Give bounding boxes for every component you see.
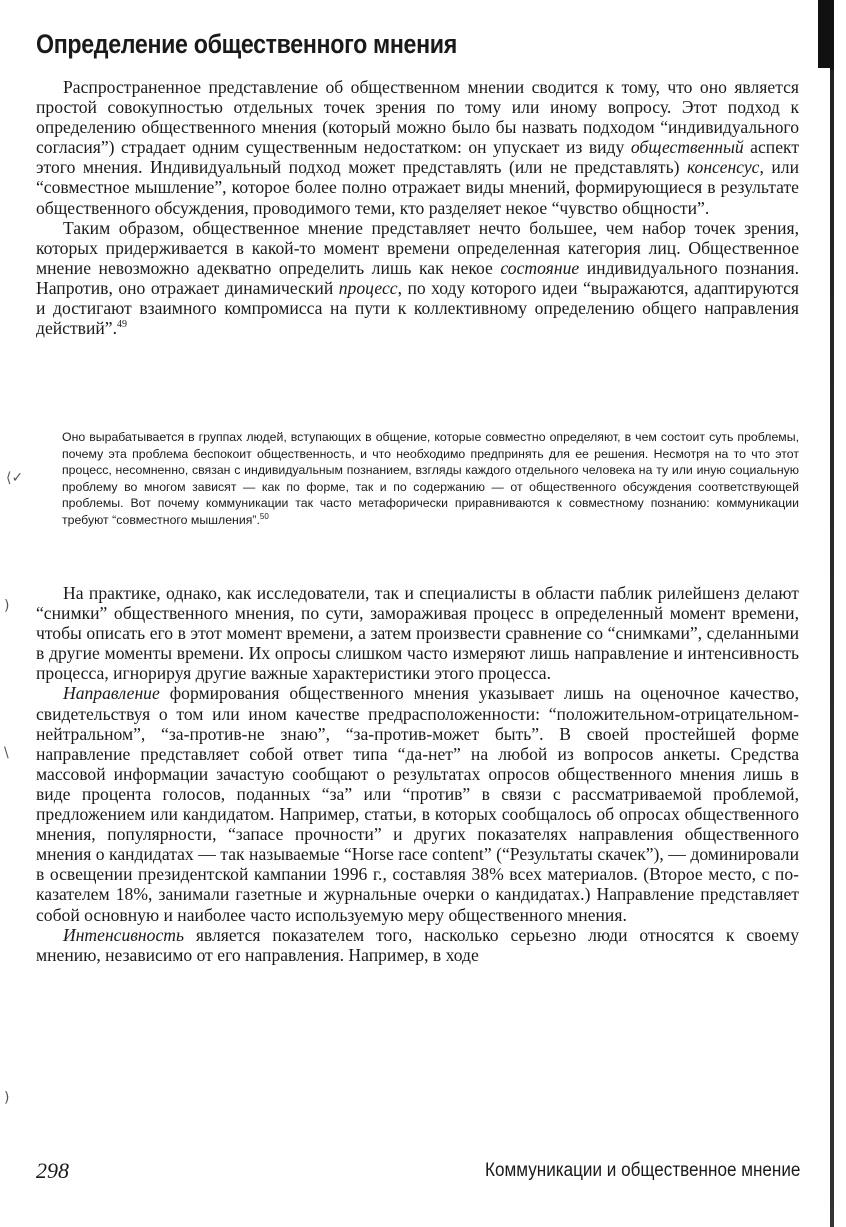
quote-text: Оно вырабатывается в группах людей, вступающих в общение, которые совместно определяют, в чем состоит суть проблемы, почему эта проблема беспокоит общественность, и что необходимо предпринять для ее решения. Несмотря на то что этот процесс, несомненно, связан с индивидуальным познанием, взгляды каждого отдельного человека на ту или иную социальную проблему во многом зависят — как по форме, так и по содержанию — от общественного обсуждения соответствующей проблемы. Вот почему коммуникации так часто метафорически приравниваются к совместному познанию: коммуникации требуют “совместного мышления”.$^{50}$: [62, 430, 799, 527]
section-heading: Определение общественного мнения: [36, 29, 457, 59]
paragraph: На практике, однако, как исследователи, так и специалисты в области паблик рилейшенз делают “снимки” общественного мнения, по сути, замораживая процесс в определенный момент времени, чтобы описать его в этот момент времени, а затем произвести сравнение со “снимками”, сделанными в другие моменты времени. Их опросы слишком часто измеряют лишь направление и интенсивность процесса, игнорируя другие важные характеристики этого процесса.: [36, 583, 799, 684]
margin-pencil-mark: ): [4, 1090, 10, 1106]
margin-pencil-mark: ⟨✓: [6, 470, 24, 486]
margin-pencil-mark: \: [4, 745, 9, 761]
page-number: 298: [36, 1158, 69, 1183]
body-text-block-1: [36, 77, 799, 338]
paragraph: Интенсивность является показателем того, насколько серьезно люди относятся к своему мнению, независимо от его направления. Например, в ходе: [36, 924, 799, 965]
paragraph: Распространенное представление об общественном мнении сводится к тому, что оно является простой совокупностью отдельных точек зрения по тому или иному вопросу. Этот подход к определению общественного мнения (который можно было бы назвать подходом “индивидуального согласия”) страдает одним существенным недостатком: он упускает из виду общественный аспект этого мнения. Индивидуальный подход может представлять (или не представлять) консенсус, или “совместное мышление”, которое более полно отражает виды мнений, формирующиеся в результате общественного обсуждения, проводимого теми, кто разделяет некое “чувство общности”.: [36, 77, 800, 218]
paragraph: Направление формирования общественного мнения указывает лишь на оценочное качество, свидетельствуя о том или ином качестве предрасположенности: “положительном-отрицательном-нейтральном”, “за-против-не знаю”, “за-против-может быть”. В своей простейшей форме направление представляет собой ответ типа “да-нет” на любой из вопросов анкеты. Средства массовой информации зачастую сообщают о результатах опросов общественного мнения лишь в виде процента голосов, поданных “за” или “против” в связи с рассматриваемой проблемой, предложением или кандидатом. Например, статьи, в которых сообщалось об опросах общественного мнения, популярности, “запасе прочности” и других показателях направления общественного мнения о кандидатах — так называемые “Horse race content” (“Результаты скачек”), — доминировали в освещении президентской кампании 1996 г., составляя 38% всех материалов. (Второе место, с показателем 18%, занимали газетные и журнальные очерки о кандидатах.) Направление представляет собой основную и наиболее часто используемую меру общественного мнения.: [36, 683, 799, 925]
running-title: Коммуникации и общественное мнение: [484, 1160, 800, 1181]
paragraph: Таким образом, общественное мнение представляет нечто большее, чем набор точек зрения, которых придерживается в какой-то момент времени определенная категория лиц. Общественное мнение невозможно адекватно определить лишь как некое состояние индивидуального познания. Напротив, оно отражает динамический процесс, по ходу которого идеи “выражаются, адаптируются и достигают взаимного компромисса на пути к коллективному определению общего направления действий”.$^{49}$: [36, 217, 799, 339]
binding-edge: [830, 0, 834, 1227]
block-quote: [62, 429, 799, 529]
body-text-block-2: [36, 583, 799, 965]
margin-pencil-mark: ): [4, 598, 10, 614]
